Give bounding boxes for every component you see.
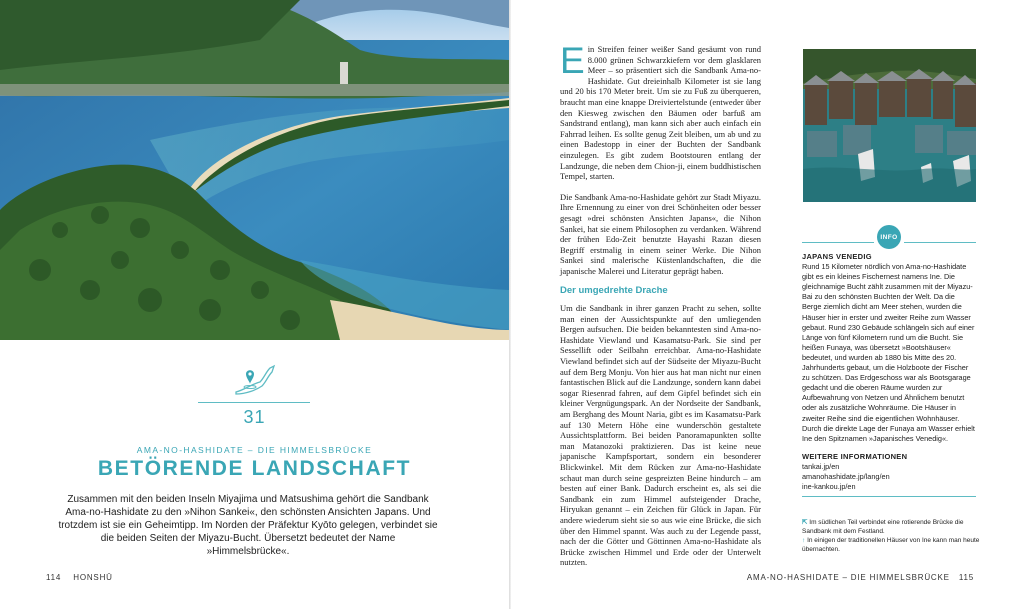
page-number-right: 115 (958, 573, 974, 582)
caption-1-text: Im südlichen Teil verbindet eine rotierende Brücke die Sandbank mit dem Festland. (802, 519, 964, 535)
hero-photo-sandbank (0, 0, 509, 340)
chapter-kicker: AMA-NO-HASHIDATE – DIE HIMMELSBRÜCKE (136, 445, 373, 455)
section-name-right: AMA-NO-HASHIDATE – DIE HIMMELSBRÜCKE (746, 573, 950, 582)
chapter-headline: BETÖRENDE LANDSCHAFT (97, 457, 412, 480)
more-info-title: WEITERE INFORMATIONEN (802, 451, 908, 461)
info-divider-left (802, 242, 874, 243)
link-amanohashidate[interactable]: amanohashidate.jp/lang/en (802, 471, 890, 481)
photo-captions (802, 519, 980, 555)
paragraph-1 (560, 40, 761, 182)
paragraph-1-text: in Streifen feiner weißer Sand gesäumt von rund 8.000 grünen Schwarzkiefern vor dem glasklaren Meer – so präsentiert sich die Sandbank Ama-no-Hashidate. Gut dreieinhalb Kilometer ist sie lang und 20 bis 170 Meter breit. Um sie zu Fuß zu überqueren, braucht man eine knappe Dreiviertelstunde (entweder über den Kiesweg zwischen den Bäumen oder barfuß am Sandstrand entlang), man kann sich aber auch einfach ein Fahrrad leihen. Es sollte genug Zeit bleiben, um ab und zu einen Badestopp in einer der Buchten der Sandbank einzulegen. Es gibt zudem Bootstouren entlang der Landzunge, die neben dem Chion-ji, einem buddhistischen Tempel, starten. (560, 44, 761, 182)
section-name-left: HONSHŪ (73, 573, 113, 582)
drop-cap: E (560, 40, 585, 81)
right-page (511, 0, 1020, 609)
caption-top-photo (802, 537, 980, 555)
chapter-intro: Zusammen mit den beiden Inseln Miyajima und Matsushima gehört die Sandbank Ama-no-Hashidate zu den »Nihon Sankei«, den schönsten Ansichten Japans. Und trotzdem ist sie ein Geheimtipp. Im Norden der Präfektur Kyōto gelegen, verbindet sie die beiden Seiten der Miyazu-Bucht. Übersetzt bedeutet der Name »Himmelsbrücke«. (58, 494, 438, 557)
chapter-rule (198, 402, 310, 403)
folio-right (747, 573, 974, 582)
paragraph-2: Die Sandbank Ama-no-Hashidate gehört zur Stadt Miyazu. Ihre Ernennung zu einer von drei Schönheiten oder besser gesagt »drei schönsten Ansichten Japans«, die Nihon Sankei, hat sie einem Philosophen zu verdanken. Während der frühen Edo-Zeit benutzte Hayashi Razan diesen Begriff erstmalig in einem seiner Werke. Die Nihon Sankei sind malerische Küstenlandschaften, die die japanische Malerei und Literatur geprägt haben. (560, 191, 761, 276)
info-divider-right (904, 242, 976, 243)
chapter-number: 31 (243, 407, 266, 427)
info-badge: INFO (877, 225, 901, 249)
info-title: JAPANS VENEDIG (802, 252, 872, 261)
caption-2-text: In einigen der traditionellen Häuser von Ine kann man heute übernachten. (802, 536, 980, 553)
photo-ine-boathouses (803, 49, 976, 202)
info-box (802, 252, 976, 492)
caption-left-photo (802, 519, 980, 537)
paragraph-3: Um die Sandbank in ihrer ganzen Pracht zu sehen, sollte man einen der Aussichtspunkte auf den umliegenden Bergen aufsuchen. Die beiden bekanntesten sind Ama-no-Hashidate Viewland und Kasamatsu-Park. Sie sind per Sessellift oder Seilbahn erreichbar. Ama-no-Hashidate Viewland befindet sich auf der Südseite der Miyazu-Bucht auf dem Berg Monju. Von hier aus hat man nicht nur einen fantastischen Blick auf die Landzunge, sondern kann dabei sogar Riesenrad fahren, auf dem Gipfel befindet sich ein kleiner Vergnügungspark. An der Nordseite der Sandbank, am Berghang des Mount Naria, gibt es im Kasamatsu-Park auf 130 Metern Höhe eine wunderschön gestaltete Aussichtsplattform. Bei beiden Panoramapunkten sollte man Matanozoki praktizieren. Das ist keine neue japanische Kampfsportart, sondern ein besonderer Blickwinkel. Mit dem Rücken zur Ama-no-Hashidate schaut man durch seine gespreizten Beine hindurch – am besten auf einer Bank. Dadurch erscheint es, als sei die Sandbank ein zum Himmel aufsteigender Drache, Hiryukan genannt – ein Zeichen für Glück in Japan. Für andere wiederum sieht sie so aus wie eine Brücke, die sich über den Himmel spannt. Was auch zu der Legende passt, nach der die Götter und Göttinnen Ama-no-Hashidate als Brücke zwischen Himmel und Erde oder der Unterwelt nutzten. (560, 303, 761, 568)
arrow-up-icon: ↑ (802, 536, 808, 544)
arrow-left-icon: ⇱ (802, 519, 810, 526)
link-ine-kankou[interactable]: ine-kankou.jp/en (802, 482, 856, 492)
page-number-left: 114 (46, 573, 62, 582)
link-tankai[interactable]: tankai.jp/en (802, 461, 840, 471)
folio-left (46, 573, 113, 582)
info-text: Rund 15 Kilometer nördlich von Ama-no-Hashidate gibt es ein kleines Fischernest namens Ine. Die gleichnamige Bucht zählt zusammen mit der Miyazu-Bai zu den schönsten Buchten der Welt. Da die Berge ziemlich dicht am Meer stehen, wurden die Häuser hier in erster und zweiter Reihe zum Wasser gebaut. Rund 230 Gebäude schlängeln sich auf einer Länge von fünf Kilometern rund um die Bucht. Sie heißen Funaya, was übersetzt »Bootshäuser« bedeutet, und wurden ab 1880 bis Mitte des 20. Jahrhunderts gebaut, um die Holzboote der Fischer zu schützen. Das Erdgeschoss war als Bootsgarage gedacht und die oberen Räume wurden zur Aufbewahrung von Netzen und Ähnlichem benutzt oder als zusätzliche Wohnräume. Die Häuser in zweiter Reihe sind die eigentlichen Wohnhäuser. Durch die direkte Lage der Funaya am Wasser erhielt Ine den Spitznamen »Japanisches Venedig«. (802, 262, 975, 443)
article-column (560, 40, 761, 578)
subheading: Der umgedrehte Drache (560, 285, 668, 297)
map-location-icon (230, 360, 280, 400)
info-bottom-divider (802, 496, 976, 497)
left-page (0, 0, 509, 609)
